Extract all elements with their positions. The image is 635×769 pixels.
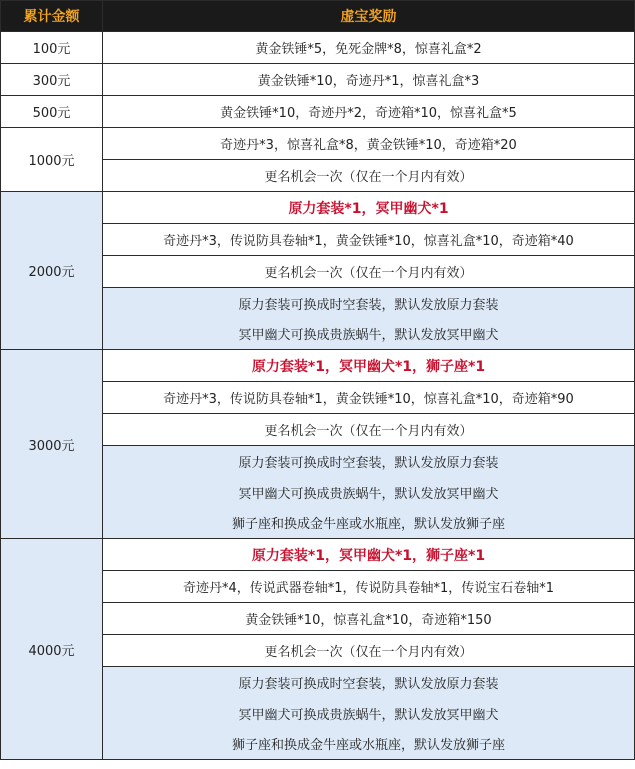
table-row	[1, 539, 635, 571]
exchange-note: 狮子座和换成金牛座或水瓶座，默认发放狮子座	[103, 729, 635, 760]
exchange-note: 原力套装可换成时空套装，默认发放原力套装	[103, 288, 635, 319]
exchange-note: 冥甲幽犬可换成贵族蜗牛，默认发放冥甲幽犬	[103, 319, 635, 350]
tier-amount: 2000元	[1, 192, 103, 350]
header-row	[1, 1, 635, 32]
highlight-reward	[103, 192, 635, 224]
reward-item: 奇迹丹*3，传说防具卷轴*1，黄金铁锤*10，惊喜礼盒*10，奇迹箱*40	[103, 224, 635, 256]
table-row	[1, 96, 635, 128]
reward-item: 更名机会一次（仅在一个月内有效）	[103, 256, 635, 288]
table-row	[1, 192, 635, 224]
amount-column-header: 累计金额	[1, 1, 103, 32]
table-row	[1, 128, 635, 160]
table-row	[1, 64, 635, 96]
highlight-reward	[103, 350, 635, 382]
exchange-note: 冥甲幽犬可换成贵族蜗牛，默认发放冥甲幽犬	[103, 698, 635, 729]
reward-item: 奇迹丹*3，惊喜礼盒*8，黄金铁锤*10，奇迹箱*20	[103, 128, 635, 160]
table-row	[1, 32, 635, 64]
highlight-reward	[103, 539, 635, 571]
reward-item: 黄金铁锤*10，奇迹丹*1，惊喜礼盒*3	[103, 64, 635, 96]
exchange-note: 狮子座和换成金牛座或水瓶座，默认发放狮子座	[103, 508, 635, 539]
reward-item: 黄金铁锤*5，免死金牌*8，惊喜礼盒*2	[103, 32, 635, 64]
tier-amount: 100元	[1, 32, 103, 64]
exchange-note: 原力套装可换成时空套装，默认发放原力套装	[103, 446, 635, 477]
reward-item: 奇迹丹*3，传说防具卷轴*1，黄金铁锤*10，惊喜礼盒*10，奇迹箱*90	[103, 382, 635, 414]
exchange-note: 原力套装可换成时空套装，默认发放原力套装	[103, 667, 635, 698]
tier-amount: 1000元	[1, 128, 103, 192]
reward-item: 奇迹丹*4，传说武器卷轴*1，传说防具卷轴*1，传说宝石卷轴*1	[103, 571, 635, 603]
reward-table-body	[1, 32, 635, 760]
reward-item: 黄金铁锤*10，奇迹丹*2，奇迹箱*10，惊喜礼盒*5	[103, 96, 635, 128]
reward-item: 更名机会一次（仅在一个月内有效）	[103, 414, 635, 446]
highlight-reward-text: 原力套装*1，冥甲幽犬*1	[288, 200, 449, 217]
table-row	[1, 350, 635, 382]
reward-item: 更名机会一次（仅在一个月内有效）	[103, 160, 635, 192]
reward-item: 黄金铁锤*10，惊喜礼盒*10，奇迹箱*150	[103, 603, 635, 635]
tier-amount: 500元	[1, 96, 103, 128]
highlight-reward-text: 原力套装*1，冥甲幽犬*1，狮子座*1	[251, 358, 486, 375]
reward-item: 更名机会一次（仅在一个月内有效）	[103, 635, 635, 667]
tier-amount: 4000元	[1, 539, 103, 760]
tier-amount: 3000元	[1, 350, 103, 539]
exchange-note: 冥甲幽犬可换成贵族蜗牛，默认发放冥甲幽犬	[103, 477, 635, 508]
reward-column-header: 虚宝奖励	[103, 1, 635, 32]
tier-amount: 300元	[1, 64, 103, 96]
highlight-reward-text: 原力套装*1，冥甲幽犬*1，狮子座*1	[251, 547, 486, 564]
